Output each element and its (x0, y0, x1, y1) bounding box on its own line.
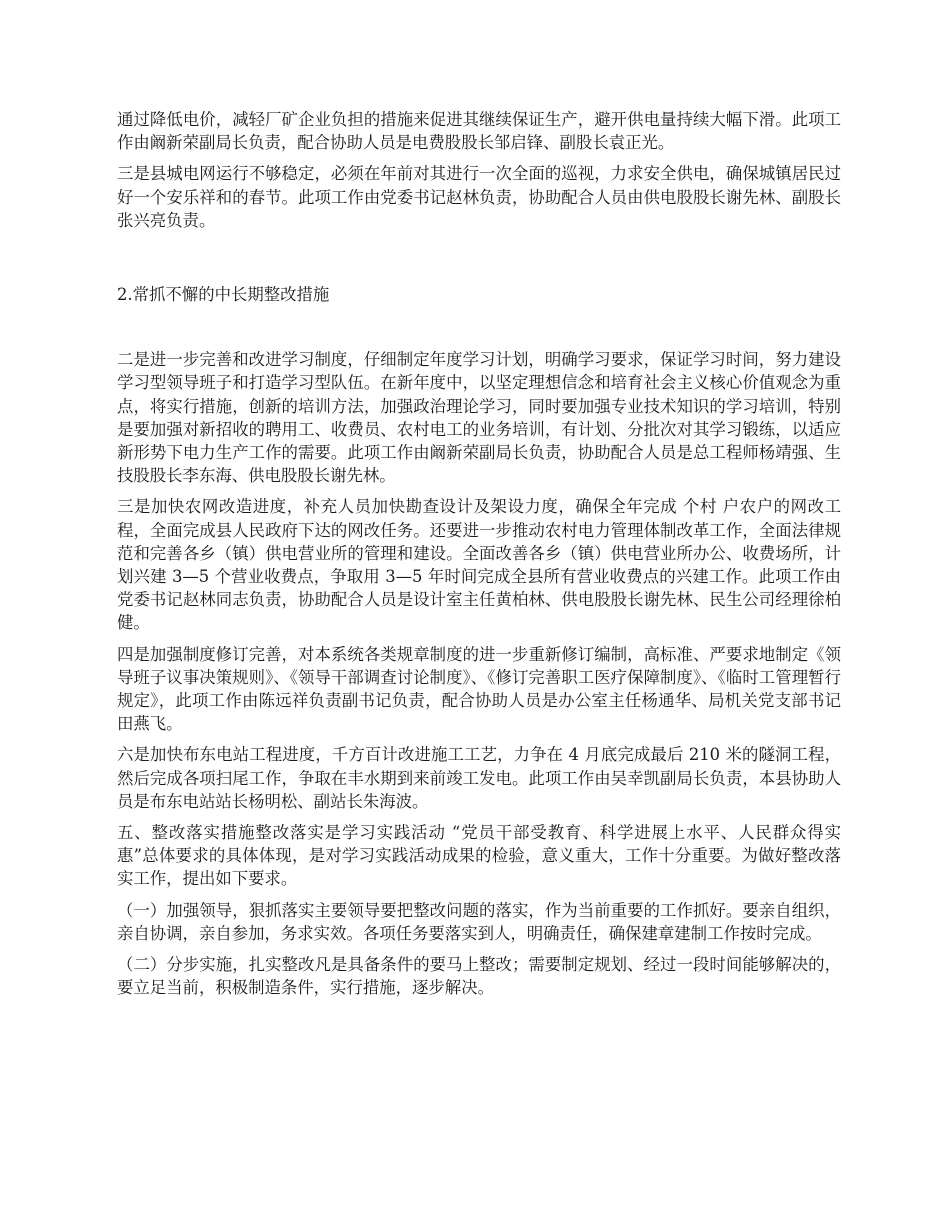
section-heading: 2.常抓不懈的中长期整改措施 (117, 285, 330, 305)
paragraph-3: 二是进一步完善和改进学习制度，仔细制定年度学习计划，明确学习要求，保证学习时间，努力建设学习型领导班子和打造学习型队伍。在新年度中，以坚定理想信念和培育社会主义核心价值观念为重点，将实行措施，创新的培训方法，加强政治理论学习，同时要加强专业技术知识的学习培训，特别是要加强对新招收的聘用工、收费员、农村电工的业务培训，有计划、分批次对其学习锻练，以适应新形势下电力生产工作的需要。此项工作由阚新荣副局长负责，协助配合人员是总工程师杨靖强、生技股股长李东海、供电股股长谢先林。 (117, 350, 841, 486)
paragraph-6: 六是加快布东电站工程进度，千方百计改进施工工艺，力争在 4 月底完成最后 210 米的隧洞工程，然后完成各项扫尾工作，争取在丰水期到来前竣工发电。此项工作由吴幸凯副局长负责，本县协助人员是布东电站站长杨明松、副站长朱海波。 (117, 745, 841, 811)
paragraph-2: 三是县城电网运行不够稳定，必须在年前对其进行一次全面的巡视，力求安全供电，确保城镇居民过好一个安乐祥和的春节。此项工作由党委书记赵林负责，协助配合人员由供电股股长谢先林、副股长张兴亮负责。 (117, 164, 841, 230)
document-page (117, 108, 841, 1000)
paragraph-7: 五、整改落实措施整改落实是学习实践活动 “党员干部受教育、科学进展上水平、人民群众得实惠”总体要求的具体体现，是对学习实践活动成果的检验，意义重大，工作十分重要。为做好整改落实工作，提出如下要求。 (117, 823, 841, 889)
paragraph-1: 通过降低电价，减轻厂矿企业负担的措施来促进其继续保证生产，避开供电量持续大幅下滑。此项工作由阚新荣副局长负责，配合协助人员是电费股股长邹启锋、副股长袁正光。 (117, 110, 841, 153)
paragraph-8: （一）加强领导，狠抓落实主要领导要把整改问题的落实，作为当前重要的工作抓好。要亲自组织，亲自协调，亲自参加，务求实效。各项任务要落实到人，明确责任，确保建章建制工作按时完成。 (117, 900, 841, 943)
paragraph-5: 四是加强制度修订完善，对本系统各类规章制度的进一步重新修订编制，高标准、严要求地制定《领导班子议事决策规则》、《领导干部调查讨论制度》、《修订完善职工医疗保障制度》、《临时工管理暂行规定》，此项工作由陈远祥负责副书记负责，配合协助人员是办公室主任杨通华、局机关党支部书记田燕飞。 (117, 644, 841, 734)
paragraph-4: 三是加快农网改造进度，补充人员加快勘查设计及架设力度，确保全年完成 个村 户农户的网改工程，全面完成县人民政府下达的网改任务。还要进一步推动农村电力管理体制改革工作，全面法律规范和完善各乡（镇）供电营业所的管理和建设。全面改善各乡（镇）供电营业所办公、收费场所，计划兴建 3—5 个营业收费点，争取用 3—5 年时间完成全县所有营业收费点的兴建工作。此项工作由党委书记赵林同志负责，协助配合人员是设计室主任黄柏林、供电股股长谢先林、民生公司经理徐柏健。 (117, 497, 841, 633)
paragraph-9: （二）分步实施，扎实整改凡是具备条件的要马上整改；需要制定规划、经过一段时间能够解决的，要立足当前，积极制造条件，实行措施，逐步解决。 (117, 955, 841, 998)
